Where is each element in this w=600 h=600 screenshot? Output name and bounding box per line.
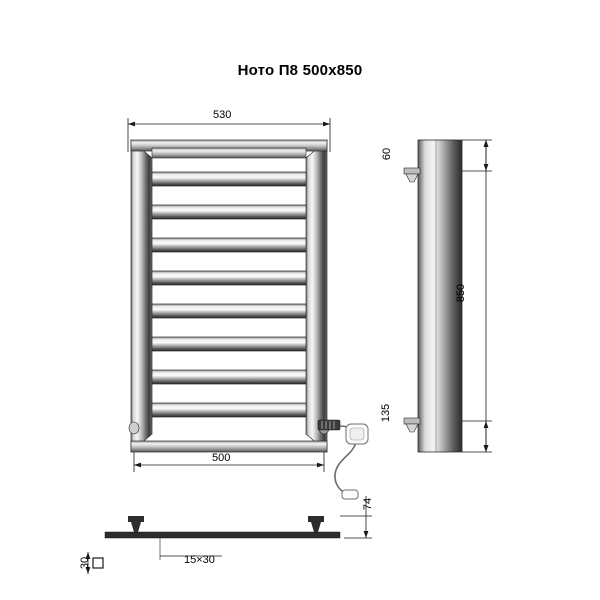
- plan-bracket-right: [308, 516, 324, 532]
- dim-side-top-60: 60: [381, 147, 394, 161]
- side-view-group: [404, 140, 492, 452]
- dim-profile-size-15x30: 15×30: [184, 554, 215, 566]
- dim-profile-thickness-30: 30: [79, 556, 92, 570]
- dim-side-bottom-135: 135: [380, 403, 393, 423]
- plan-bracket-left: [128, 516, 144, 532]
- front-view-group: [128, 118, 368, 499]
- plan-view-group: [86, 496, 375, 574]
- dim-bottom-width-500: 500: [212, 452, 231, 464]
- power-plug: [342, 424, 368, 499]
- dim-plan-depth-74: 74: [362, 497, 375, 511]
- dim-side-height-850: 850: [455, 283, 468, 303]
- page-title: Ното П8 500х850: [237, 62, 363, 79]
- dim-top-width-530: 530: [213, 109, 232, 121]
